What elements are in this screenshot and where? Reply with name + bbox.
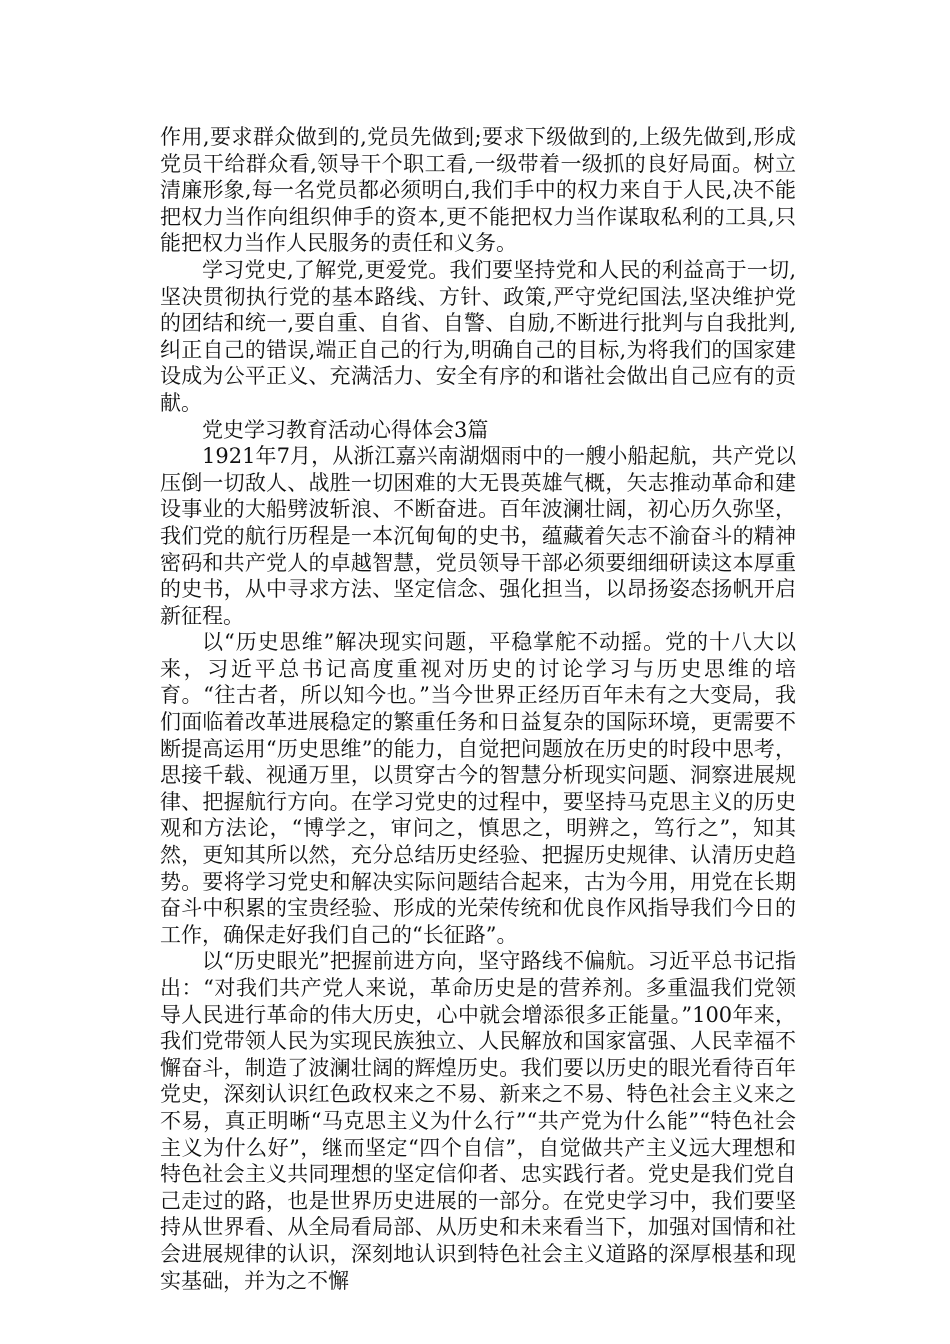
paragraph-3: 1921年7月，从浙江嘉兴南湖烟雨中的一艘小船起航，共产党以压倒一切敌人、战胜一切困难的大无畏英雄气概，矢志推动革命和建设事业的大船劈波斩浪、不断奋进。百年波澜壮阔，初心历久弥坚，我们党的航行历程是一本沉甸甸的史书，蕴藏着矢志不渝奋斗的精神密码和共产党人的卓越智慧，党员领导干部必须要细细研读这本厚重的史书，从中寻求方法、坚定信念、强化担当，以昂扬姿态扬帆开启新征程。 xyxy=(160,444,796,628)
paragraph-2: 学习党史,了解党,更爱党。我们要坚持党和人民的利益高于一切,坚决贯彻执行党的基本路线、方针、政策,严守党纪国法,坚决维护党的团结和统一,要自重、自省、自警、自励,不断进行批判与自我批判,纠正自己的错误,端正自己的行为,明确自己的目标,为将我们的国家建设成为公平正义、充满活力、安全有序的和谐社会做出自己应有的贡献。 xyxy=(160,257,796,415)
paragraph-4: 以“历史思维”解决现实问题，平稳掌舵不动摇。党的十八大以来，习近平总书记高度重视对历史的讨论学习与历史思维的培育。“往古者，所以知今也。”当今世界正经历百年未有之大变局，我们面临着改革进展稳定的繁重任务和日益复杂的国际环境，更需要不断提高运用“历史思维”的能力，自觉把问题放在历史的时段中思考，思接千载、视通万里，以贯穿古今的智慧分析现实问题、洞察进展规律、把握航行方向。在学习党史的过程中，要坚持马克思主义的历史观和方法论，“博学之，审问之，慎思之，明辨之，笃行之”，知其然，更知其所以然，充分总结历史经验、把握历史规律、认清历史趋势。要将学习党史和解决实际问题结合起来，古为今用，用党在长期奋斗中积累的宝贵经验、形成的光荣传统和优良作风指导我们今日的工作，确保走好我们自己的“长征路”。 xyxy=(160,630,796,947)
paragraph-5: 以“历史眼光”把握前进方向，坚守路线不偏航。习近平总书记指出：“对我们共产党人来说，革命历史是的营养剂。多重温我们党领导人民进行革命的伟大历史，心中就会增添很多正能量。”100年来，我们党带领人民为实现民族独立、人民解放和国家富强、人民幸福不懈奋斗，制造了波澜壮阔的辉煌历史。我们要以历史的眼光看待百年党史，深刻认识红色政权来之不易、新来之不易、特色社会主义来之不易，真正明晰“马克思主义为什么行”“共产党为什么能”“特色社会主义为什么好”，继而坚定“四个自信”，自觉做共产主义远大理想和特色社会主义共同理想的坚定信仰者、忠实践行者。党史是我们党自己走过的路，也是世界历史进展的一部分。在党史学习中，我们要坚持从世界看、从全局看局部、从历史和未来看当下，加强对国情和社会进展规律的认识，深刻地认识到特色社会主义道路的深厚根基和现实基础，并为之不懈 xyxy=(160,949,796,1293)
section-heading: 党史学习教育活动心得体会3篇 xyxy=(202,417,489,442)
document-page xyxy=(160,124,796,1294)
paragraph-1: 作用,要求群众做到的,党员先做到;要求下级做到的,上级先做到,形成党员干给群众看,领导干个职工看,一级带着一级抓的良好局面。树立清廉形象,每一名党员都必须明白,我们手中的权力来自于人民,决不能把权力当作向组织伸手的资本,更不能把权力当作谋取私利的工具,只能把权力当作人民服务的责任和义务。 xyxy=(160,125,796,256)
